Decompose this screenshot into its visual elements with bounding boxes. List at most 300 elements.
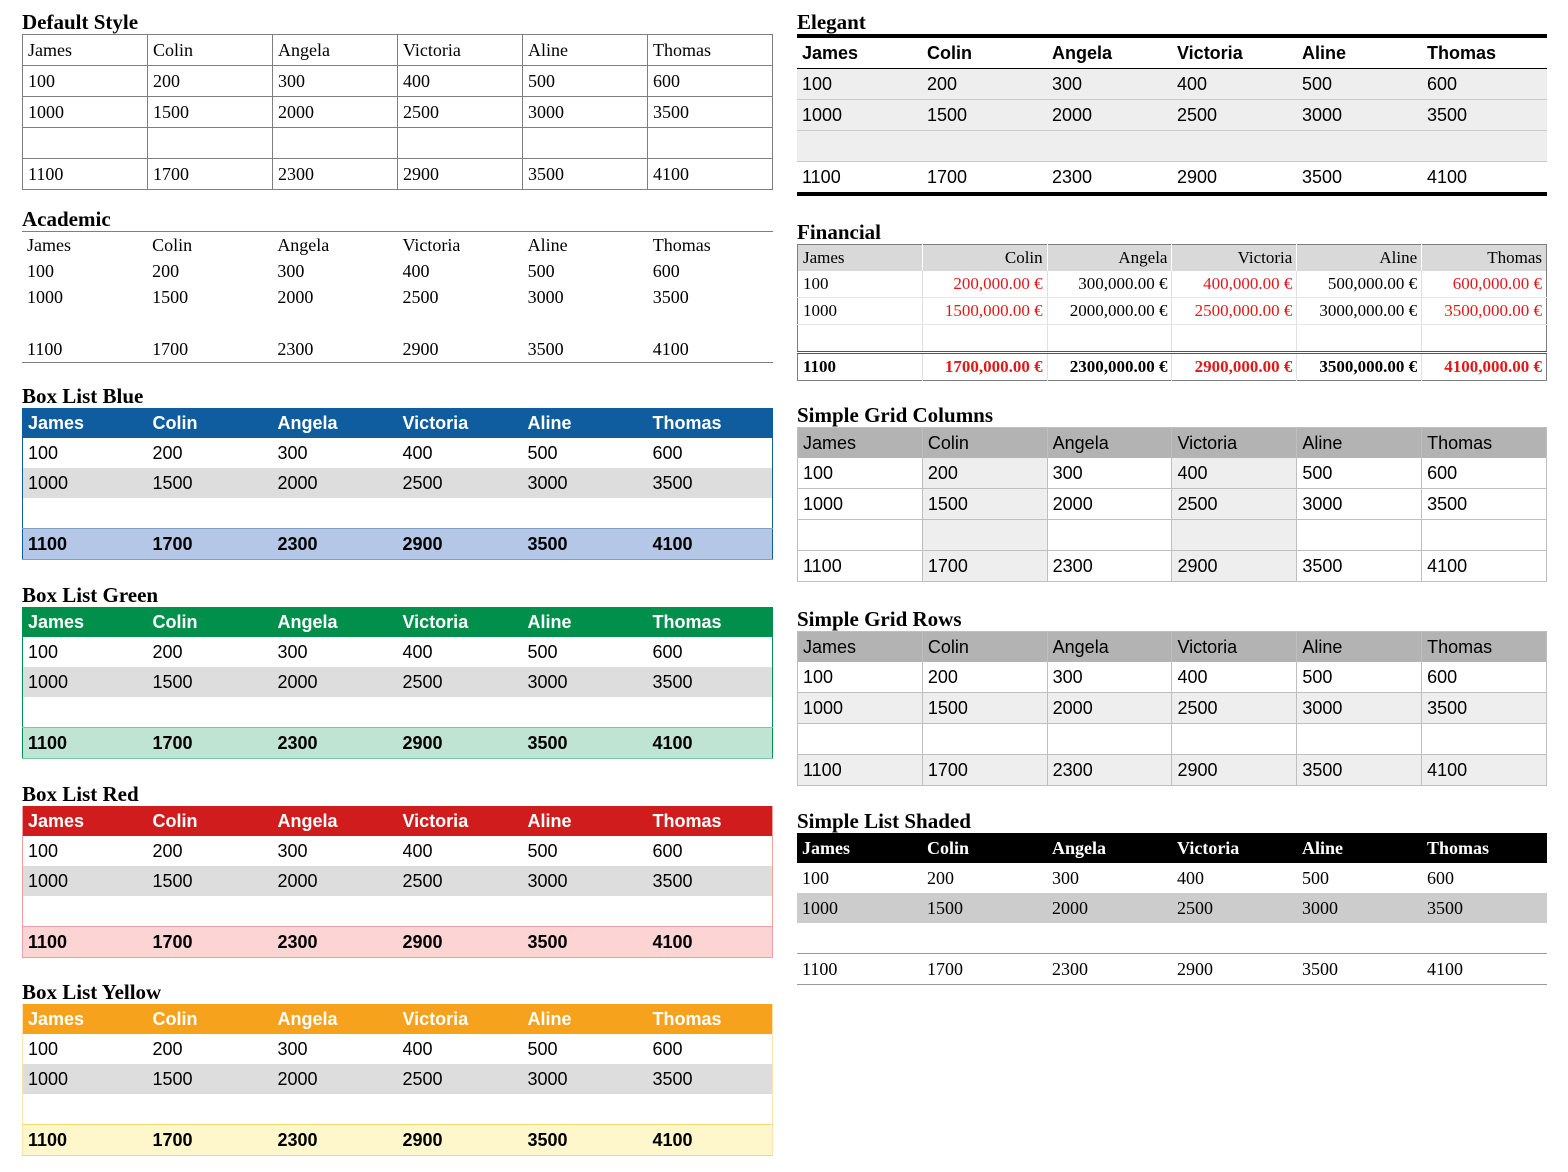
- table-cell: 100: [28, 641, 59, 662]
- table-cell: 3500: [1422, 489, 1547, 520]
- column-header: Aline: [1297, 632, 1422, 663]
- table-cell: 1700,000.00 €: [922, 353, 1047, 381]
- table-cell: 2500: [398, 97, 523, 128]
- table-cell: 1000: [798, 489, 923, 520]
- table-cell: 2300,000.00 €: [1047, 353, 1172, 381]
- table-cell: 400: [402, 260, 430, 281]
- table-cell: [1172, 520, 1297, 551]
- table-cell: [648, 498, 773, 529]
- table-cell: 2500,000.00 €: [1172, 298, 1297, 325]
- table-cell: 2500: [1172, 893, 1297, 923]
- data-row: [797, 863, 1547, 893]
- table-cell: 1100: [23, 529, 148, 560]
- table-cell: [272, 310, 397, 336]
- table-cell: 1000: [27, 286, 63, 307]
- table-cell: [1047, 131, 1172, 162]
- table-cell: [922, 131, 1047, 162]
- table-cell: 3500: [648, 667, 773, 697]
- table-cell: [1422, 131, 1547, 162]
- table-cell: [1047, 520, 1172, 551]
- table-cell: [797, 131, 922, 162]
- column-header: Colin: [922, 36, 1047, 69]
- total-row: [23, 529, 773, 560]
- table-cell: [523, 1094, 648, 1125]
- column-header: Aline: [523, 232, 648, 259]
- default-style-table: [22, 34, 773, 190]
- table-cell: 1500: [148, 1064, 273, 1094]
- financial-table: [797, 244, 1547, 381]
- table-cell: 1500: [148, 97, 273, 128]
- table-cell: [523, 697, 648, 728]
- table-cell: 400: [402, 641, 433, 662]
- table-cell: 1500: [922, 489, 1047, 520]
- table-cell: 3500: [523, 159, 648, 190]
- table-cell: 1500,000.00 €: [922, 298, 1047, 325]
- table-cell: 400: [402, 1038, 433, 1059]
- table-cell: 500: [1297, 458, 1422, 489]
- table-title: Simple List Shaded: [797, 809, 971, 833]
- column-header: Angela: [273, 607, 398, 637]
- table-cell: 4100,000.00 €: [1422, 353, 1547, 381]
- data-row: [23, 66, 773, 97]
- column-header: Thomas: [648, 607, 773, 637]
- column-header: Thomas: [1422, 245, 1547, 272]
- table-cell: 1000: [23, 1064, 148, 1094]
- table-cell: 100: [798, 662, 923, 693]
- table-cell: 1700: [148, 529, 273, 560]
- table-cell: [398, 1094, 523, 1125]
- table-cell: 1100: [797, 954, 922, 985]
- column-header: James: [23, 1004, 148, 1034]
- table-cell: 2000: [1047, 893, 1172, 923]
- table-cell: 4100: [1422, 954, 1547, 985]
- table-cell: 2300: [1047, 551, 1172, 582]
- table-cell: 100: [797, 69, 922, 100]
- table-cell: 600,000.00 €: [1422, 271, 1547, 298]
- table-cell: 4100: [648, 529, 773, 560]
- table-cell: 4100: [648, 336, 773, 363]
- total-row: [23, 927, 773, 958]
- table-cell: [23, 1094, 148, 1125]
- table-cell: 3500: [1422, 893, 1547, 923]
- table-cell: 500: [527, 641, 558, 662]
- table-cell: 2300: [1047, 954, 1172, 985]
- table-cell: 400: [1172, 458, 1297, 489]
- empty-row: [798, 724, 1547, 755]
- table-cell: 2000: [273, 468, 398, 498]
- table-cell: 200: [922, 69, 1047, 100]
- table-cell: 2900: [1172, 162, 1297, 195]
- total-row: [797, 954, 1547, 985]
- data-row: [797, 893, 1547, 923]
- table-cell: 1500: [922, 893, 1047, 923]
- column-header: Aline: [523, 806, 648, 836]
- section-simple-grid-columns: [797, 403, 1547, 582]
- column-header: Colin: [148, 607, 273, 637]
- column-header: James: [798, 245, 923, 272]
- table-cell: 1500: [148, 468, 273, 498]
- table-cell: 3000: [523, 866, 648, 896]
- table-cell: 3000: [523, 97, 648, 128]
- table-cell: [148, 498, 273, 529]
- table-cell: 300: [1052, 867, 1079, 888]
- column-header: Angela: [273, 408, 398, 438]
- data-row: [23, 438, 773, 468]
- table-cell: 200: [152, 641, 183, 662]
- column-header: Victoria: [398, 408, 523, 438]
- column-header: Thomas: [648, 1004, 773, 1034]
- table-cell: 200: [922, 662, 1047, 693]
- table-cell: 3000: [1297, 693, 1422, 724]
- data-row: [797, 100, 1547, 131]
- table-cell: 1100: [23, 728, 148, 759]
- table-cell: 3500: [1422, 693, 1547, 724]
- table-cell: 1700: [148, 728, 273, 759]
- table-cell: 600: [1427, 867, 1454, 888]
- table-cell: 1100: [798, 755, 923, 786]
- table-cell: 1500: [148, 667, 273, 697]
- table-cell: 4100: [648, 159, 773, 190]
- column-header: Colin: [922, 245, 1047, 272]
- data-row: [23, 1064, 773, 1094]
- column-header: Victoria: [397, 232, 522, 259]
- column-header: James: [798, 632, 923, 663]
- table-cell: 1100: [23, 159, 148, 190]
- table-cell: 300: [277, 442, 308, 463]
- data-row: [23, 667, 773, 697]
- table-cell: 1700: [922, 954, 1047, 985]
- table-cell: 300: [277, 840, 308, 861]
- header-row: [23, 806, 773, 836]
- data-row: [798, 271, 1547, 298]
- table-cell: [148, 1094, 273, 1125]
- table-cell: 2500: [398, 468, 523, 498]
- table-cell: 3500: [1297, 551, 1422, 582]
- column-header: Colin: [922, 833, 1047, 863]
- column-header: Angela: [272, 232, 397, 259]
- column-header: Aline: [1297, 833, 1422, 863]
- table-cell: 1500: [148, 866, 273, 896]
- table-cell: 4100: [1422, 755, 1547, 786]
- section-box-list-yellow: [22, 980, 773, 1156]
- table-cell: 100: [23, 66, 148, 97]
- empty-row: [797, 131, 1547, 162]
- table-cell: 400: [1177, 867, 1204, 888]
- table-cell: [22, 310, 147, 336]
- column-header: Aline: [523, 35, 648, 66]
- table-cell: [273, 896, 398, 927]
- table-cell: [23, 128, 148, 159]
- table-cell: 2900: [398, 529, 523, 560]
- data-row: [23, 1034, 773, 1064]
- column-header: Aline: [1297, 428, 1422, 459]
- column-header: Aline: [1297, 245, 1422, 272]
- table-cell: [148, 697, 273, 728]
- table-cell: [922, 520, 1047, 551]
- table-cell: 2900: [1172, 954, 1297, 985]
- table-cell: 1700: [148, 1125, 273, 1156]
- table-cell: 2000: [273, 667, 398, 697]
- table-cell: 2000: [1047, 489, 1172, 520]
- table-cell: 1100: [797, 162, 922, 195]
- table-cell: [1422, 325, 1547, 353]
- table-cell: 2300: [1047, 162, 1172, 195]
- empty-row: [797, 923, 1547, 954]
- header-row: [798, 428, 1547, 459]
- table-cell: 2300: [273, 159, 398, 190]
- table-cell: 100: [28, 840, 59, 861]
- table-cell: 2500: [398, 866, 523, 896]
- table-cell: 100: [798, 458, 923, 489]
- column-header: James: [22, 232, 147, 259]
- table-cell: [1422, 520, 1547, 551]
- table-cell: 300: [277, 1038, 308, 1059]
- section-simple-list-shaded: [797, 809, 1547, 985]
- table-cell: 1700: [922, 755, 1047, 786]
- data-row: [23, 637, 773, 667]
- table-cell: 500,000.00 €: [1297, 271, 1422, 298]
- table-cell: [23, 896, 148, 927]
- table-title: Box List Blue: [22, 384, 144, 408]
- table-cell: 2000: [273, 1064, 398, 1094]
- table-cell: 500: [527, 442, 558, 463]
- column-header: Victoria: [398, 1004, 523, 1034]
- table-cell: 3500,000.00 €: [1422, 298, 1547, 325]
- table-cell: [147, 310, 272, 336]
- table-cell: 600: [652, 260, 680, 281]
- data-row: [798, 662, 1547, 693]
- table-cell: 2300: [1047, 755, 1172, 786]
- column-header: Victoria: [398, 607, 523, 637]
- column-header: Victoria: [1172, 428, 1297, 459]
- table-cell: 400,000.00 €: [1172, 271, 1297, 298]
- table-cell: 3500: [523, 336, 648, 363]
- table-cell: 600: [652, 840, 683, 861]
- header-row: [23, 35, 773, 66]
- table-cell: 3500: [1297, 162, 1422, 195]
- table-cell: 3500: [523, 1125, 648, 1156]
- table-cell: [922, 325, 1047, 353]
- table-cell: 600: [1422, 662, 1547, 693]
- section-academic: [22, 207, 773, 363]
- table-cell: 3000: [523, 1064, 648, 1094]
- table-cell: 3000: [1297, 893, 1422, 923]
- empty-row: [23, 128, 773, 159]
- table-cell: 4100: [1422, 551, 1547, 582]
- table-cell: 1000: [797, 893, 922, 923]
- table-cell: [523, 896, 648, 927]
- table-title: Academic: [22, 207, 111, 231]
- table-cell: 400: [1172, 662, 1297, 693]
- table-cell: 600: [648, 66, 773, 97]
- academic-table: [22, 231, 773, 363]
- table-cell: 200: [152, 442, 183, 463]
- table-cell: 1700: [922, 162, 1047, 195]
- table-cell: [148, 128, 273, 159]
- column-header: Victoria: [398, 806, 523, 836]
- table-cell: [1172, 131, 1297, 162]
- table-cell: [1172, 325, 1297, 353]
- simple-grid-rows-table: [797, 631, 1547, 786]
- column-header: Aline: [523, 1004, 648, 1034]
- table-cell: 1000: [798, 298, 923, 325]
- column-header: Colin: [148, 1004, 273, 1034]
- table-cell: 100: [28, 1038, 59, 1059]
- table-cell: 2900: [1172, 755, 1297, 786]
- table-cell: [398, 498, 523, 529]
- table-cell: [273, 128, 398, 159]
- section-box-list-blue: [22, 384, 773, 560]
- column-header: Victoria: [398, 35, 523, 66]
- column-header: Angela: [1047, 833, 1172, 863]
- table-cell: [148, 896, 273, 927]
- table-cell: 1000: [23, 866, 148, 896]
- column-header: Aline: [523, 607, 648, 637]
- column-header: Angela: [1047, 36, 1172, 69]
- table-cell: 2300: [273, 1125, 398, 1156]
- table-cell: 3500: [1422, 100, 1547, 131]
- table-title: Elegant: [797, 10, 866, 34]
- table-cell: [1172, 923, 1297, 954]
- header-row: [798, 245, 1547, 272]
- table-cell: [523, 128, 648, 159]
- header-row: [798, 632, 1547, 663]
- data-row: [798, 489, 1547, 520]
- table-title: Default Style: [22, 10, 139, 34]
- section-financial: [797, 220, 1547, 381]
- table-cell: 500: [1302, 867, 1329, 888]
- table-cell: [1047, 724, 1172, 755]
- column-header: Angela: [1047, 632, 1172, 663]
- empty-row: [23, 1094, 773, 1125]
- table-cell: 3000: [523, 468, 648, 498]
- table-title: Box List Red: [22, 782, 139, 806]
- section-box-list-green: [22, 583, 773, 759]
- table-title: Simple Grid Rows: [797, 607, 962, 631]
- column-header: James: [798, 428, 923, 459]
- column-header: Thomas: [1422, 632, 1547, 663]
- column-header: Colin: [148, 408, 273, 438]
- table-cell: 200: [927, 867, 954, 888]
- total-row: [798, 755, 1547, 786]
- total-row: [798, 551, 1547, 582]
- total-row: [797, 162, 1547, 195]
- section-default-style: [22, 10, 773, 190]
- table-cell: [798, 724, 923, 755]
- box-list-yellow-table: [22, 1004, 773, 1156]
- box-list-green-table: [22, 607, 773, 759]
- table-cell: 500: [523, 66, 648, 97]
- table-cell: [922, 724, 1047, 755]
- table-cell: 1100: [23, 927, 148, 958]
- table-cell: 2300: [273, 927, 398, 958]
- table-cell: [797, 923, 922, 954]
- table-cell: 3500: [523, 927, 648, 958]
- header-row: [797, 833, 1547, 863]
- table-cell: 2300: [273, 529, 398, 560]
- table-cell: 300: [1047, 69, 1172, 100]
- table-cell: [1297, 724, 1422, 755]
- table-cell: 3000: [1297, 489, 1422, 520]
- table-cell: [1297, 325, 1422, 353]
- table-cell: 200: [152, 840, 183, 861]
- column-header: Colin: [922, 632, 1047, 663]
- table-cell: 1100: [798, 353, 923, 381]
- table-cell: 1500: [922, 100, 1047, 131]
- section-elegant: [797, 10, 1547, 196]
- table-cell: 1500: [152, 286, 189, 307]
- table-cell: [1047, 325, 1172, 353]
- column-header: Thomas: [648, 806, 773, 836]
- table-cell: 1100: [798, 551, 923, 582]
- table-cell: 4100: [648, 1125, 773, 1156]
- table-cell: 1000: [23, 97, 148, 128]
- header-row: [797, 36, 1547, 69]
- column-header: Angela: [1047, 428, 1172, 459]
- column-header: Thomas: [648, 232, 773, 259]
- header-row: [23, 1004, 773, 1034]
- table-cell: 2500: [398, 667, 523, 697]
- table-cell: 200: [152, 260, 180, 281]
- section-box-list-red: [22, 782, 773, 958]
- table-cell: [648, 310, 773, 336]
- table-cell: 2900: [398, 728, 523, 759]
- table-cell: 3500: [523, 728, 648, 759]
- column-header: Angela: [1047, 245, 1172, 272]
- table-cell: 2900,000.00 €: [1172, 353, 1297, 381]
- empty-row: [23, 697, 773, 728]
- table-cell: [398, 128, 523, 159]
- table-cell: [648, 128, 773, 159]
- column-header: Angela: [273, 1004, 398, 1034]
- column-header: Victoria: [1172, 36, 1297, 69]
- table-cell: 2500: [1172, 693, 1297, 724]
- table-cell: 2000: [273, 866, 398, 896]
- column-header: Colin: [922, 428, 1047, 459]
- table-cell: 1000: [23, 468, 148, 498]
- table-cell: [648, 697, 773, 728]
- table-cell: 500: [527, 840, 558, 861]
- table-cell: [523, 498, 648, 529]
- table-title: Box List Yellow: [22, 980, 162, 1004]
- table-cell: [1047, 923, 1172, 954]
- column-header: James: [797, 36, 922, 69]
- table-cell: 1000: [798, 693, 923, 724]
- table-cell: 100: [802, 867, 829, 888]
- table-cell: 100: [27, 260, 54, 281]
- data-row: [22, 258, 773, 284]
- column-header: Thomas: [1422, 36, 1547, 69]
- column-header: Colin: [148, 35, 273, 66]
- column-header: Victoria: [1172, 245, 1297, 272]
- table-cell: 300,000.00 €: [1047, 271, 1172, 298]
- table-cell: 600: [1422, 69, 1547, 100]
- column-header: James: [23, 806, 148, 836]
- table-cell: [1422, 923, 1547, 954]
- data-row: [23, 866, 773, 896]
- table-cell: 3500: [648, 97, 773, 128]
- column-header: Colin: [147, 232, 272, 259]
- column-header: James: [23, 607, 148, 637]
- total-row: [22, 336, 773, 363]
- table-cell: 500: [1297, 662, 1422, 693]
- table-cell: 500: [1297, 69, 1422, 100]
- total-row: [23, 728, 773, 759]
- table-cell: [397, 310, 522, 336]
- table-cell: [398, 697, 523, 728]
- table-cell: [273, 498, 398, 529]
- table-title: Box List Green: [22, 583, 159, 607]
